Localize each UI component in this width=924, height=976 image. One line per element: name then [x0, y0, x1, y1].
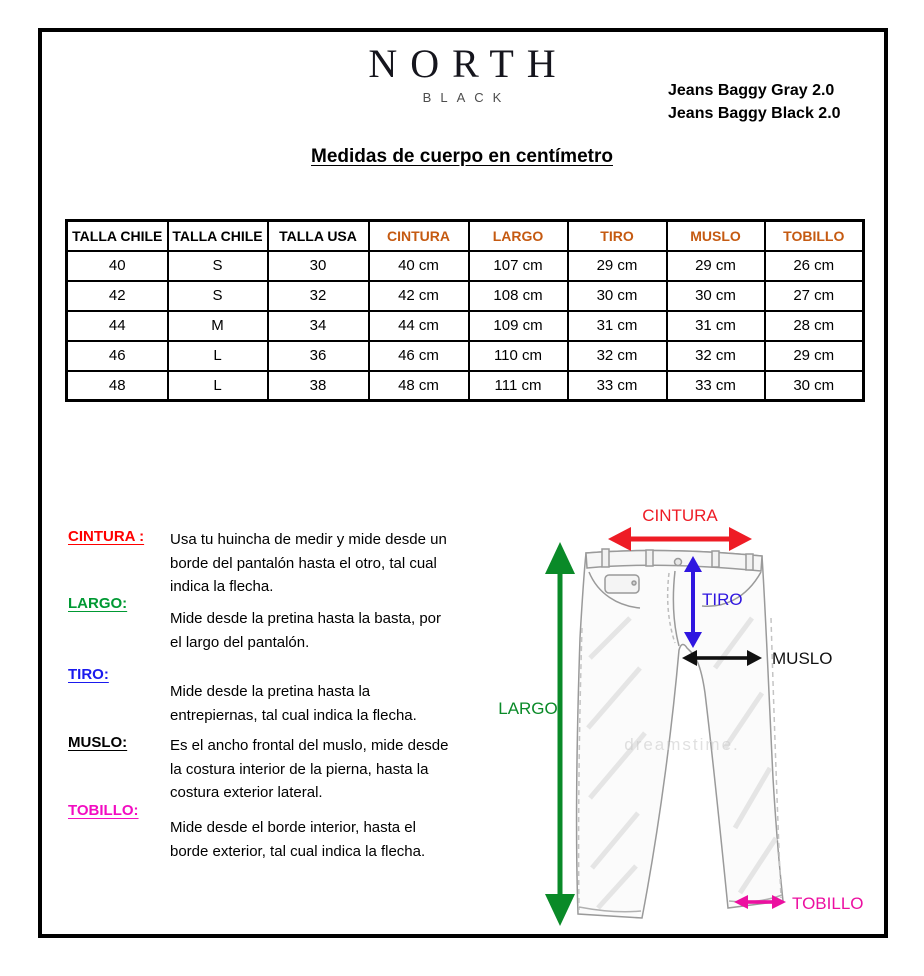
cell: 46 cm [369, 341, 469, 371]
cell: 33 cm [667, 371, 765, 401]
cell: 27 cm [765, 281, 864, 311]
definition-text-cintura [170, 528, 490, 599]
cell: S [168, 251, 268, 281]
definition-text-muslo [170, 734, 490, 805]
cell: 31 cm [568, 311, 667, 341]
cell: 36 [268, 341, 369, 371]
definition-term-tobillo: TOBILLO: [68, 802, 139, 819]
jeans-sketch [577, 549, 783, 918]
col-header-tobillo: TOBILLO [765, 221, 864, 251]
brand-tagline: BLACK [422, 90, 511, 105]
definition-line: Mide desde la pretina hasta la [170, 683, 371, 700]
col-header-talla-usa: TALLA USA [268, 221, 369, 251]
col-header-tiro: TIRO [568, 221, 667, 251]
definition-line: Mide desde la pretina hasta la basta, por [170, 610, 442, 627]
col-header-talla-chile-1: TALLA CHILE [67, 221, 168, 251]
cell: 40 cm [369, 251, 469, 281]
table-row [67, 341, 864, 371]
definition-term-cintura: CINTURA : [68, 528, 145, 545]
definition-line: borde exterior, tal cual indica la flecha. [170, 842, 426, 860]
brand-name: NORTH [368, 41, 569, 86]
muslo-label: MUSLO [772, 649, 833, 668]
cell: 32 [268, 281, 369, 311]
cell: 29 cm [568, 251, 667, 281]
cell: 109 cm [469, 311, 568, 341]
table-row [67, 311, 864, 341]
cell: 42 [67, 281, 168, 311]
cell: 44 cm [369, 311, 469, 341]
table-row [67, 371, 864, 401]
cell: 30 [268, 251, 369, 281]
definition-line: entrepiernas, tal cual indica la flecha. [170, 706, 417, 724]
cell: 110 cm [469, 341, 568, 371]
largo-label: LARGO [498, 699, 558, 718]
definition-line: la costura interior de la pierna, hasta la [170, 760, 429, 778]
cell: 30 cm [765, 371, 864, 401]
definition-term-muslo: MUSLO: [68, 734, 128, 751]
cell: S [168, 281, 268, 311]
largo-arrow [545, 542, 575, 926]
definition-text-tobillo [170, 816, 490, 863]
col-header-muslo: MUSLO [667, 221, 765, 251]
cell: 34 [268, 311, 369, 341]
cell: 31 cm [667, 311, 765, 341]
product-name-2: Jeans Baggy Black 2.0 [668, 105, 841, 122]
cintura-label: CINTURA [642, 506, 718, 525]
table-row [67, 251, 864, 281]
cell: 42 cm [369, 281, 469, 311]
tobillo-label: TOBILLO [792, 894, 864, 913]
cell: 32 cm [568, 341, 667, 371]
definition-line: costura exterior lateral. [170, 784, 323, 801]
definition-line: el largo del pantalón. [170, 633, 310, 651]
cell: L [168, 371, 268, 401]
product-name-1: Jeans Baggy Gray 2.0 [668, 82, 835, 99]
page-title: Medidas de cuerpo en centímetro [311, 146, 613, 167]
cell: 44 [67, 311, 168, 341]
cell: 26 cm [765, 251, 864, 281]
table-row [67, 281, 864, 311]
size-table [65, 219, 865, 402]
cell: 33 cm [568, 371, 667, 401]
cintura-arrow [608, 527, 752, 551]
cell: 111 cm [469, 371, 568, 401]
cell: 108 cm [469, 281, 568, 311]
watermark-text: dreamstime. [624, 735, 740, 754]
cell: 48 cm [369, 371, 469, 401]
definition-line: indica la flecha. [170, 578, 274, 595]
cell: 29 cm [765, 341, 864, 371]
jeans-diagram [490, 498, 888, 938]
cell: 28 cm [765, 311, 864, 341]
cell: 107 cm [469, 251, 568, 281]
definition-line: Mide desde el borde interior, hasta el [170, 819, 416, 836]
definition-term-largo: LARGO: [68, 595, 128, 612]
definition-line: Es el ancho frontal del muslo, mide desde [170, 737, 449, 754]
col-header-talla-chile-2: TALLA CHILE [168, 221, 268, 251]
definition-term-tiro: TIRO: [68, 666, 109, 683]
cell: 40 [67, 251, 168, 281]
product-names [668, 79, 841, 125]
size-table-header-row [67, 221, 864, 251]
cell: 30 cm [568, 281, 667, 311]
definition-text-tiro [170, 680, 490, 727]
tiro-label: TIRO [702, 590, 743, 609]
cell: L [168, 341, 268, 371]
cell: M [168, 311, 268, 341]
cell: 29 cm [667, 251, 765, 281]
cell: 38 [268, 371, 369, 401]
cell: 48 [67, 371, 168, 401]
definition-text-largo [170, 607, 490, 654]
definition-line: Usa tu huincha de medir y mide desde un [170, 531, 447, 548]
cell: 32 cm [667, 341, 765, 371]
cell: 30 cm [667, 281, 765, 311]
col-header-cintura: CINTURA [369, 221, 469, 251]
definition-line: borde del pantalón hasta el otro, tal cual [170, 554, 437, 572]
cell: 46 [67, 341, 168, 371]
col-header-largo: LARGO [469, 221, 568, 251]
